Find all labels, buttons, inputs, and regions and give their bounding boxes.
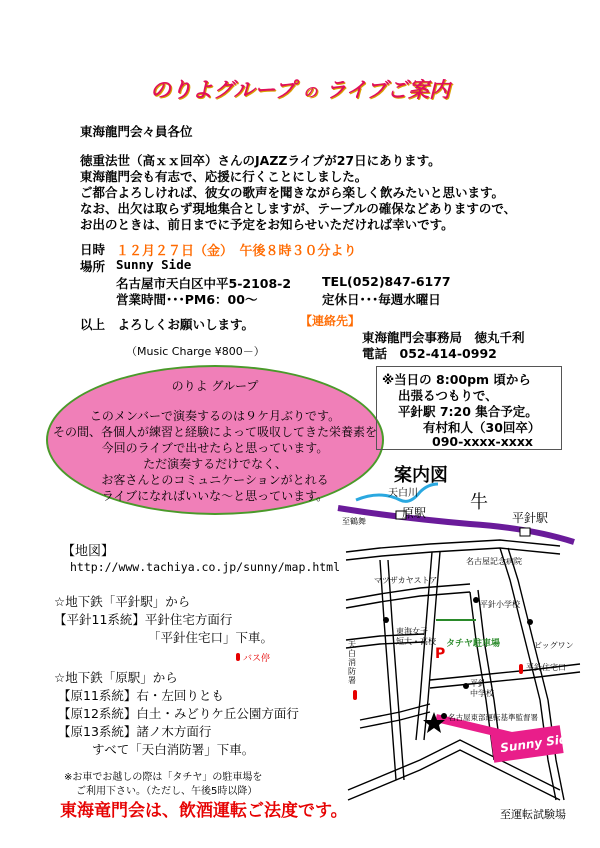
map-tokai2-label: 短大・高校 xyxy=(396,637,436,646)
big-one-marker xyxy=(527,619,533,625)
contact-office: 東海龍門会事務局 徳丸千利 xyxy=(362,330,525,345)
map-hirabari-label: 平針駅 xyxy=(512,511,549,525)
date-value: １２月２７日（金） 午後８時３０分より xyxy=(116,244,357,259)
map-url-link[interactable]: http://www.tachiya.co.jp/sunny/map.html xyxy=(70,560,341,574)
note-line-4: 有村和人（30回卒） xyxy=(423,420,541,435)
hirabari-station-icon xyxy=(520,528,530,536)
map-sunny-label: Sunny Side xyxy=(499,730,577,756)
contact-heading: 【連絡先】 xyxy=(300,314,361,328)
map-elementary-label: 平針小学校 xyxy=(480,600,520,609)
map-tsurumai-label: 至鶴舞 xyxy=(342,517,366,526)
intro-line-5: お出のときは、前日までに予定をお知らせいただければ幸いです。 xyxy=(80,217,454,232)
route2-stop: すべて「天白消防署」下車。 xyxy=(92,742,255,757)
venue-tel: TEL(052)847-6177 xyxy=(322,274,451,289)
venue-closed: 定休日･･･毎週水曜日 xyxy=(322,292,441,307)
route2-line-3: 【原13系統】諸ノ木方面行 xyxy=(58,724,212,739)
route2-line-2: 【原12系統】白土・みどりケ丘公園方面行 xyxy=(58,706,299,721)
intro-line-2: 東海龍門会も有志で、応援に行くことにしました。 xyxy=(80,169,368,184)
intro-line-4: なお、出欠は取らず現地集合としますが、テーブルの確保などありますので、 xyxy=(80,201,517,216)
map-heading: 【地図】 xyxy=(62,544,115,559)
bus-stop-label: バス停 xyxy=(243,654,271,664)
police-marker xyxy=(441,713,447,719)
map-matsuzakaya-label: マツザカヤストア xyxy=(374,576,438,585)
ellipse-line-2: その間、各個人が練習と経験によって吸収してきた栄養素を xyxy=(52,425,377,439)
route2-title: ☆地下鉄「原駅」から xyxy=(54,670,178,685)
route2-line-1: 【原11系統】右・左回りとも xyxy=(58,688,224,703)
ellipse-line-5: お客さんとのコミュニケーションがとれる xyxy=(101,473,329,487)
map-tachiya-label: タチヤ駐車場 xyxy=(446,639,501,649)
place-label: 場所 xyxy=(80,259,106,274)
venue-name: Sunny Side xyxy=(116,257,192,272)
greeting: 東海龍門会々員各位 xyxy=(80,124,193,139)
note-line-1: ※当日の 8:00pm 頃から xyxy=(382,372,531,387)
map-hospital-label: 名古屋記念病院 xyxy=(466,557,522,566)
title-part1: のりよグループ xyxy=(149,78,296,102)
intro-line-3: ご都合よろしければ、彼女の歌声を聞きながら楽しく飲みたいと思います。 xyxy=(80,185,505,200)
map-river-label: 天白川 xyxy=(388,488,418,499)
map-middle-label: 平針 xyxy=(470,679,486,688)
venue-address: 名古屋市天白区中平5-2108-2 xyxy=(116,276,292,291)
elementary-marker xyxy=(473,597,479,603)
ellipse-line-3: 今回のライブで出せたらと思っています。 xyxy=(101,441,329,455)
car-note-1: ※お車でお越しの際は「タチヤ」の駐車場を xyxy=(64,772,263,783)
map-jutaku-label: 平針住宅口 xyxy=(526,663,566,672)
contact-phone: 電話 052-414-0992 xyxy=(362,346,497,361)
note-line-3: 平針駅 7:20 集合予定。 xyxy=(398,404,538,419)
map-test-label: 至運転試験場 xyxy=(500,808,566,821)
date-label: 日時 xyxy=(80,242,106,257)
music-charge: （Music Charge ¥800－） xyxy=(126,345,265,358)
ellipse-line-6: ライブになればいいな～と思っています。 xyxy=(101,489,329,503)
middle-marker xyxy=(463,683,469,689)
bus-stop-pins xyxy=(353,664,523,700)
map-biggwan-label: ビッグワン xyxy=(534,641,574,650)
route1-title: ☆地下鉄「平針駅」から xyxy=(54,594,191,609)
note-line-2: 出張るつもりで、 xyxy=(398,388,498,403)
drink-warning: 東海竜門会は、飲酒運転ご法度です。 xyxy=(60,801,348,821)
ellipse-line-1: このメンバーで演奏するのは９ケ月ぶりです。 xyxy=(89,409,341,423)
car-note-2: ご利用下さい。（ただし、午後5時以降） xyxy=(76,786,258,797)
map-hara-label: 原駅 xyxy=(402,506,427,520)
map-ox-mark: 牛 xyxy=(470,492,488,513)
route1-line: 【平針11系統】平針住宅方面行 xyxy=(54,612,233,627)
map-police-label: 名古屋東部運転基準監督署 xyxy=(448,713,538,722)
map-title: 案内図 xyxy=(394,465,448,486)
school-marker xyxy=(383,617,389,623)
venue-hours: 営業時間･･･PM6：00～ xyxy=(116,292,258,307)
map-tokai-label: 東海女子 xyxy=(396,627,428,636)
route1-stop: 「平針住宅口」下車。 xyxy=(148,630,274,645)
map-fire-label: 天白消防署 xyxy=(348,640,356,685)
parking-p-icon: P xyxy=(435,646,446,662)
intro-line-1: 徳重法世（高ｘｘ回卒）さんのJAZZライブが27日にあります。 xyxy=(80,153,441,168)
closing-text: 以上 よろしくお願いします。 xyxy=(80,317,255,332)
title-part3: ライブご案内 xyxy=(325,78,451,102)
map-middle2-label: 中学校 xyxy=(470,689,494,698)
ellipse-heading: のりよ グループ xyxy=(171,379,259,393)
ellipse-line-4: ただ演奏するだけでなく、 xyxy=(143,457,287,471)
note-line-5: 090-xxxx-xxxx xyxy=(432,434,533,449)
title-part2: の xyxy=(303,85,318,101)
